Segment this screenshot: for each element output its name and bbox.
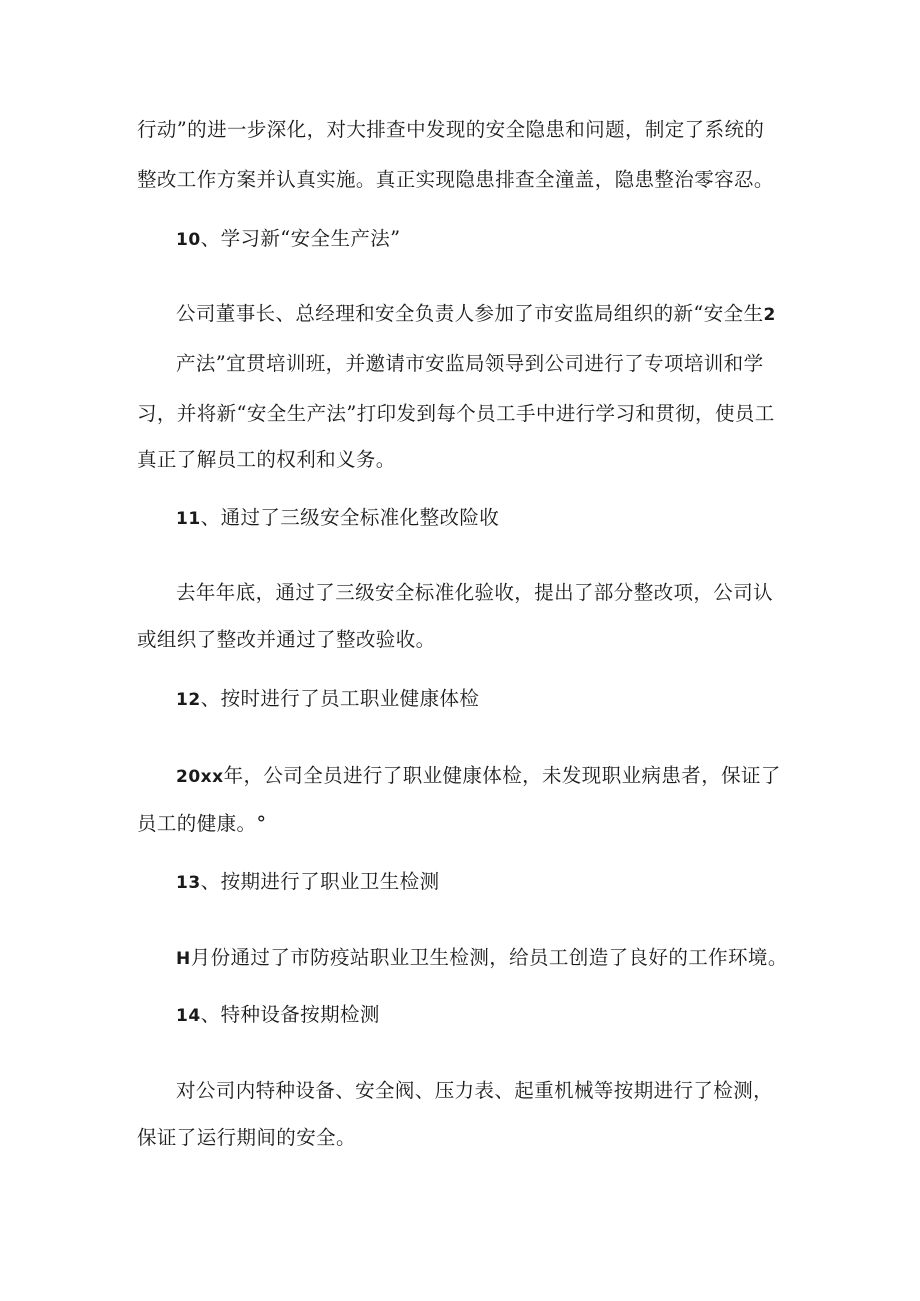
paragraph-line	[176, 763, 781, 790]
section-title: 、按期进行了职业卫生检测	[200, 870, 440, 893]
paragraph-line: 去年年底，通过了三级安全标准化验收，提出了部分整改项，公司认	[176, 581, 774, 604]
section-heading-10	[176, 226, 401, 253]
section-number: 13	[176, 873, 201, 893]
paragraph-line: 习，并将新“安全生产法”打印发到每个员工手中进行学习和贯彻，使员工	[137, 402, 775, 425]
paragraph-line: 产法”宜贯培训班，并邀请市安监局领导到公司进行了专项培训和学	[176, 352, 764, 375]
section-number: 11	[176, 509, 201, 529]
paragraph-line: 真正了解员工的权利和义务。	[137, 448, 396, 471]
paragraph-line	[176, 945, 788, 972]
paragraph-text: 月份通过了市防疫站职业卫生检测，给员工创造了良好的工作环境。	[190, 946, 788, 969]
section-heading-12	[176, 686, 479, 713]
paragraph-line: 保证了运行期间的安全。	[137, 1126, 356, 1149]
paragraph-text: 年，公司全员进行了职业健康体检，未发现职业病患者，保证了	[223, 764, 781, 787]
year-text: 20xx	[176, 767, 224, 787]
section-number: 12	[176, 690, 201, 710]
paragraph-line: 或组织了整改并通过了整改验收。	[137, 628, 436, 651]
paragraph-text: 公司董事长、总经理和安全负责人参加了市安监局组织的新“安全生	[176, 302, 764, 325]
section-heading-14	[176, 1002, 380, 1029]
paragraph-line: 整改工作方案并认真实施。真正实现隐患排查全潼盖，隐患整治零容忍。	[137, 168, 774, 191]
section-heading-13	[176, 869, 439, 896]
section-title: 、按时进行了员工职业健康体检	[200, 687, 480, 710]
section-title: 、特种设备按期检测	[200, 1003, 380, 1026]
paragraph-line: 对公司内特种设备、安全阀、压力表、起重机械等按期进行了检测，	[176, 1079, 774, 1102]
paragraph-line	[176, 301, 776, 328]
month-text: H	[176, 949, 191, 969]
section-number: 10	[176, 230, 201, 250]
paragraph-line: 行动”的进一步深化，对大排查中发现的安全隐患和问题，制定了系统的	[137, 118, 765, 141]
section-title: 、通过了三级安全标准化整改险收	[200, 506, 500, 529]
section-heading-11	[176, 505, 499, 532]
section-number: 14	[176, 1006, 201, 1026]
section-title: 、学习新“安全生产法”	[200, 227, 401, 250]
paragraph-line: 员工的健康。°	[137, 812, 267, 835]
margin-mark: 2	[763, 305, 776, 325]
